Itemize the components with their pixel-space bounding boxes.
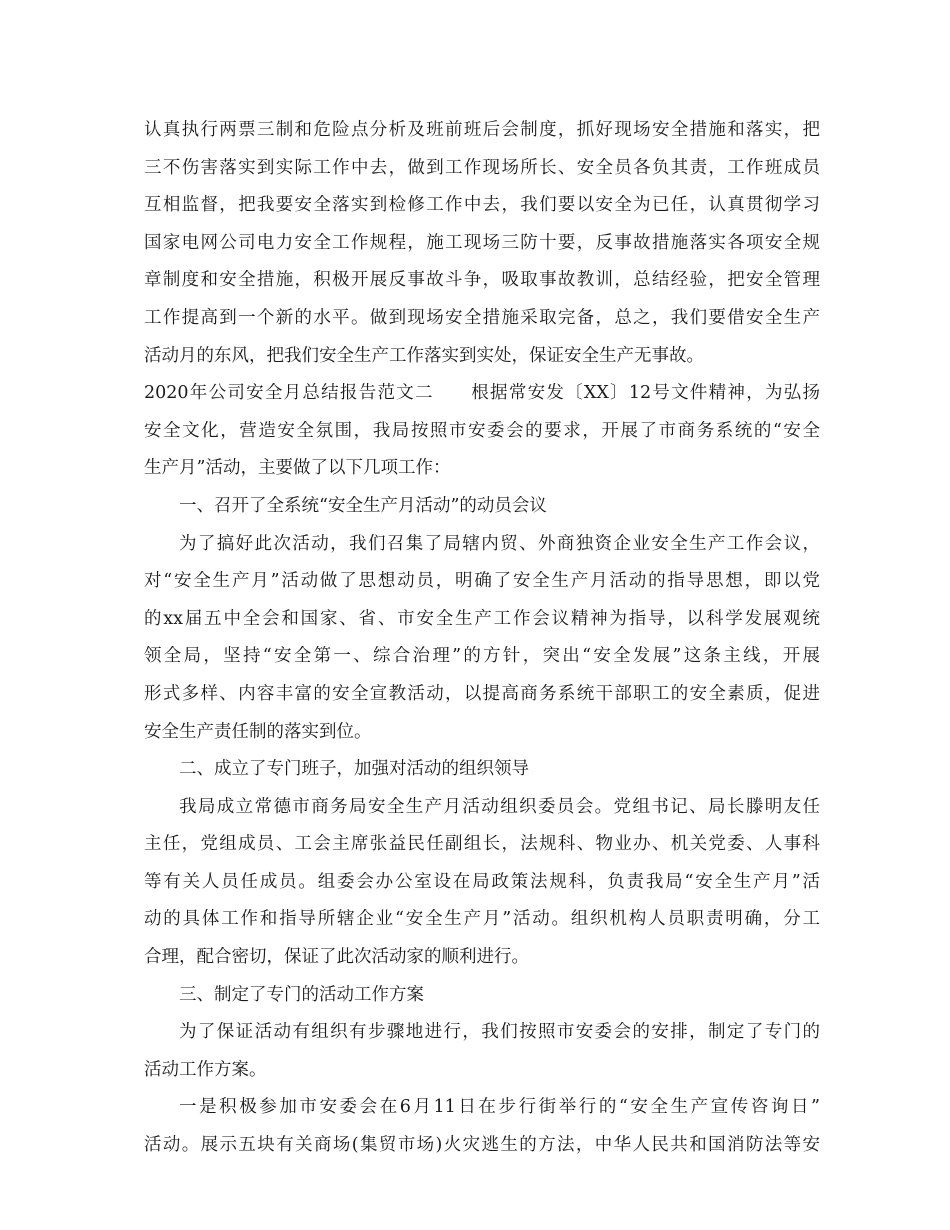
text-line: 三、制定了专门的活动工作方案 [179,984,424,1005]
text-line: 等有关人员任成员。组委会办公室设在局政策法规科，负责我局“安全生产月”活 [144,871,820,892]
text-line: 互相监督，把我要安全落实到检修工作中去，我们要以安全为已任，认真贯彻学习 [144,195,820,216]
text-line: 形式多样、内容丰富的安全宣教活动，以提高商务系统干部职工的安全素质，促进 [144,683,820,704]
text-line: 一是积极参加市安委会在6月11日在步行街举行的“安全生产宣传咨询日” [179,1097,820,1118]
text-line: 合理，配合密切，保证了此次活动家的顺利进行。 [144,947,529,968]
text-line: 活动工作方案。 [144,1059,267,1080]
text-line: 生产月”活动，主要做了以下几项工作： [144,458,451,479]
text-line: 对“安全生产月”活动做了思想动员，明确了安全生产月活动的指导思想，即以党 [144,571,820,592]
text-line: 一、召开了全系统“安全生产月活动”的动员会议 [179,495,547,516]
text-line: 主任，党组成员、工会主席张益民任副组长，法规科、物业办、机关党委、人事科 [144,834,820,855]
text-line: 为了搞好此次活动，我们召集了局辖内贸、外商独资企业安全生产工作会议， [179,533,820,554]
text-line: 2020年公司安全月总结报告范文二 根据常安发〔XX〕12号文件精神，为弘扬 [144,383,820,404]
text-line: 安全生产责任制的落实到位。 [144,721,372,742]
text-line: 动的具体工作和指导所辖企业“安全生产月”活动。组织机构人员职责明确，分工 [144,909,820,930]
document-body [144,112,820,1165]
text-line: 活动月的东风，把我们安全生产工作落实到实处，保证安全生产无事故。 [144,345,704,366]
text-line: 认真执行两票三制和危险点分析及班前班后会制度，抓好现场安全措施和落实，把 [144,120,820,140]
text-line: 章制度和安全措施，积极开展反事故斗争，吸取事故教训，总结经验，把安全管理 [144,270,820,291]
text-line: 国家电网公司电力安全工作规程，施工现场三防十要，反事故措施落实各项安全规 [144,232,820,253]
text-line: 工作提高到一个新的水平。做到现场安全措施采取完备，总之，我们要借安全生产 [144,307,820,328]
text-line: 活动。展示五块有关商场(集贸市场)火灾逃生的方法，中华人民共和国消防法等安 [144,1135,820,1156]
text-line: 安全文化，营造安全氛围，我局按照市安委会的要求，开展了市商务系统的“安全 [144,420,820,441]
text-line: 领全局，坚持“安全第一、综合治理”的方针，突出“安全发展”这条主线，开展 [144,646,820,667]
text-line: 二、成立了专门班子，加强对活动的组织领导 [179,759,529,780]
text-line: 的xx届五中全会和国家、省、市安全生产工作会议精神为指导，以科学发展观统 [144,608,820,629]
text-line: 三不伤害落实到实际工作中去，做到工作现场所长、安全员各负其责，工作班成员 [144,157,820,178]
text-line: 为了保证活动有组织有步骤地进行，我们按照市安委会的安排，制定了专门的 [179,1022,820,1043]
text-line: 我局成立常德市商务局安全生产月活动组织委员会。党组书记、局长滕明友任 [179,796,820,817]
